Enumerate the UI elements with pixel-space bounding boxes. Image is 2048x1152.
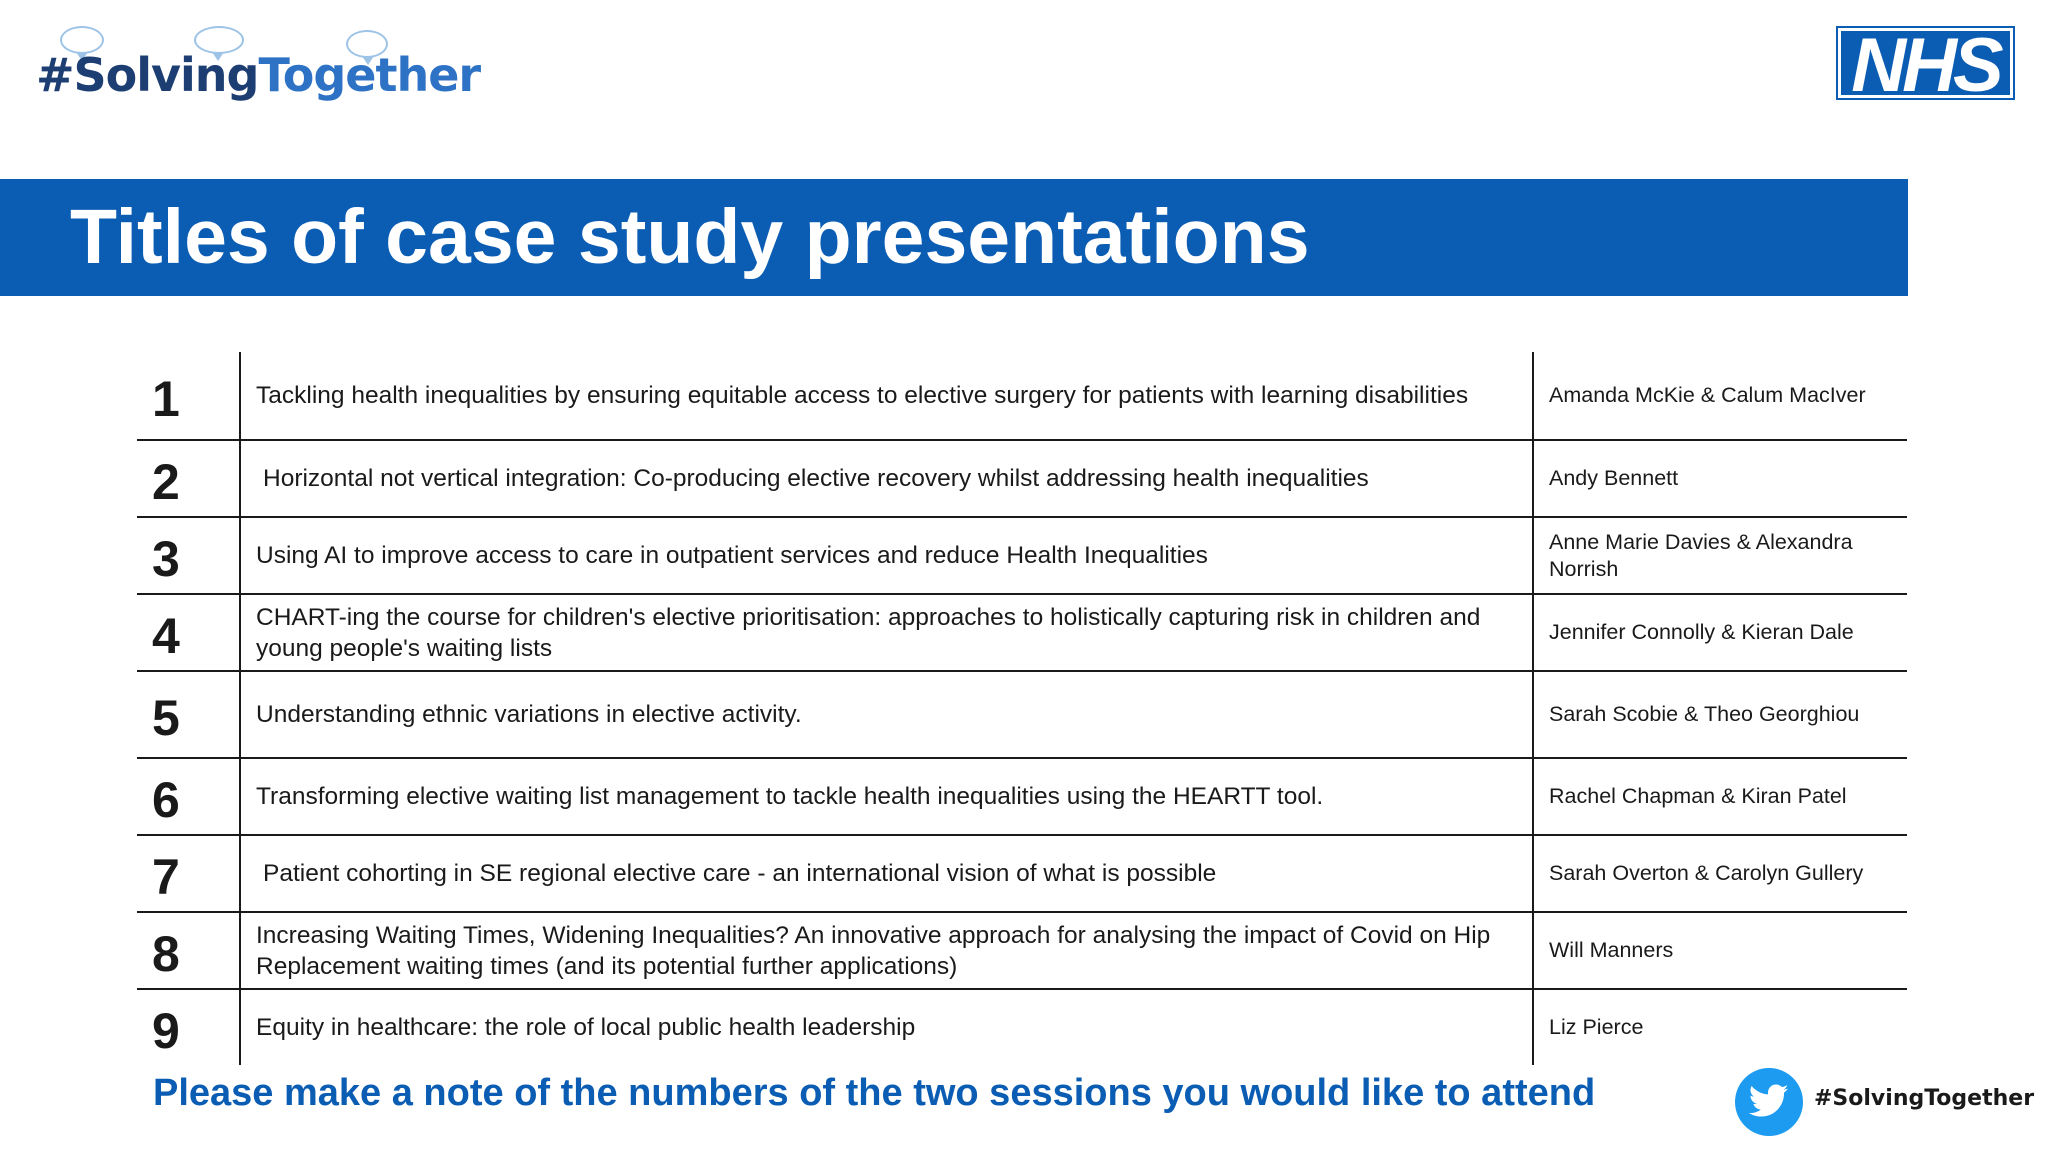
table-row <box>137 835 1907 912</box>
session-number: 7 <box>137 835 240 912</box>
session-title: Horizontal not vertical integration: Co-producing elective recovery whilst addressing health inequalities <box>240 440 1533 517</box>
session-presenters: Sarah Overton & Carolyn Gullery <box>1533 835 1907 912</box>
table-row <box>137 989 1907 1065</box>
session-presenters: Will Manners <box>1533 912 1907 989</box>
session-presenters: Jennifer Connolly & Kieran Dale <box>1533 594 1907 671</box>
session-title: Increasing Waiting Times, Widening Inequalities? An innovative approach for analysing the impact of Covid on Hip Replacement waiting times (and its potential further applications) <box>240 912 1533 989</box>
solving-together-logo <box>36 26 481 106</box>
session-title: Patient cohorting in SE regional elective care - an international vision of what is possible <box>240 835 1533 912</box>
page-title: Titles of case study presentations <box>70 194 1310 280</box>
session-title: CHART-ing the course for children's elective prioritisation: approaches to holistically capturing risk in children and young people's waiting lists <box>240 594 1533 671</box>
title-banner <box>0 179 1908 296</box>
session-presenters: Amanda McKie & Calum MacIver <box>1533 352 1907 440</box>
session-number: 2 <box>137 440 240 517</box>
session-presenters: Sarah Scobie & Theo Georghiou <box>1533 671 1907 758</box>
session-number: 8 <box>137 912 240 989</box>
session-number: 4 <box>137 594 240 671</box>
session-title: Tackling health inequalities by ensuring equitable access to elective surgery for patients with learning disabilities <box>240 352 1533 440</box>
sessions-table <box>137 352 1907 1065</box>
session-title: Understanding ethnic variations in elective activity. <box>240 671 1533 758</box>
twitter-bird-icon <box>1735 1068 1803 1136</box>
session-presenters: Andy Bennett <box>1533 440 1907 517</box>
session-title: Equity in healthcare: the role of local public health leadership <box>240 989 1533 1065</box>
table-row <box>137 671 1907 758</box>
table-row <box>137 517 1907 594</box>
table-row <box>137 594 1907 671</box>
session-title: Using AI to improve access to care in outpatient services and reduce Health Inequalities <box>240 517 1533 594</box>
session-number: 6 <box>137 758 240 835</box>
twitter-handle: #SolvingTogether <box>1814 1086 2035 1111</box>
table-row <box>137 352 1907 440</box>
session-number: 5 <box>137 671 240 758</box>
session-number: 1 <box>137 352 240 440</box>
table-row <box>137 758 1907 835</box>
twitter-bird-glyph <box>1749 1084 1789 1118</box>
attendance-note: Please make a note of the numbers of the two sessions you would like to attend <box>153 1072 1596 1114</box>
table-row <box>137 912 1907 989</box>
logo-wordmark: #SolvingTogether <box>36 48 481 102</box>
session-number: 9 <box>137 989 240 1065</box>
session-title: Transforming elective waiting list management to tackle health inequalities using the HEARTT tool. <box>240 758 1533 835</box>
nhs-logo: NHS <box>1838 28 2013 98</box>
session-number: 3 <box>137 517 240 594</box>
session-presenters: Liz Pierce <box>1549 1015 1644 1039</box>
table-row <box>137 440 1907 517</box>
session-presenters: Rachel Chapman & Kiran Patel <box>1533 758 1907 835</box>
session-presenters: Anne Marie Davies & Alexandra Norrish <box>1533 517 1907 594</box>
